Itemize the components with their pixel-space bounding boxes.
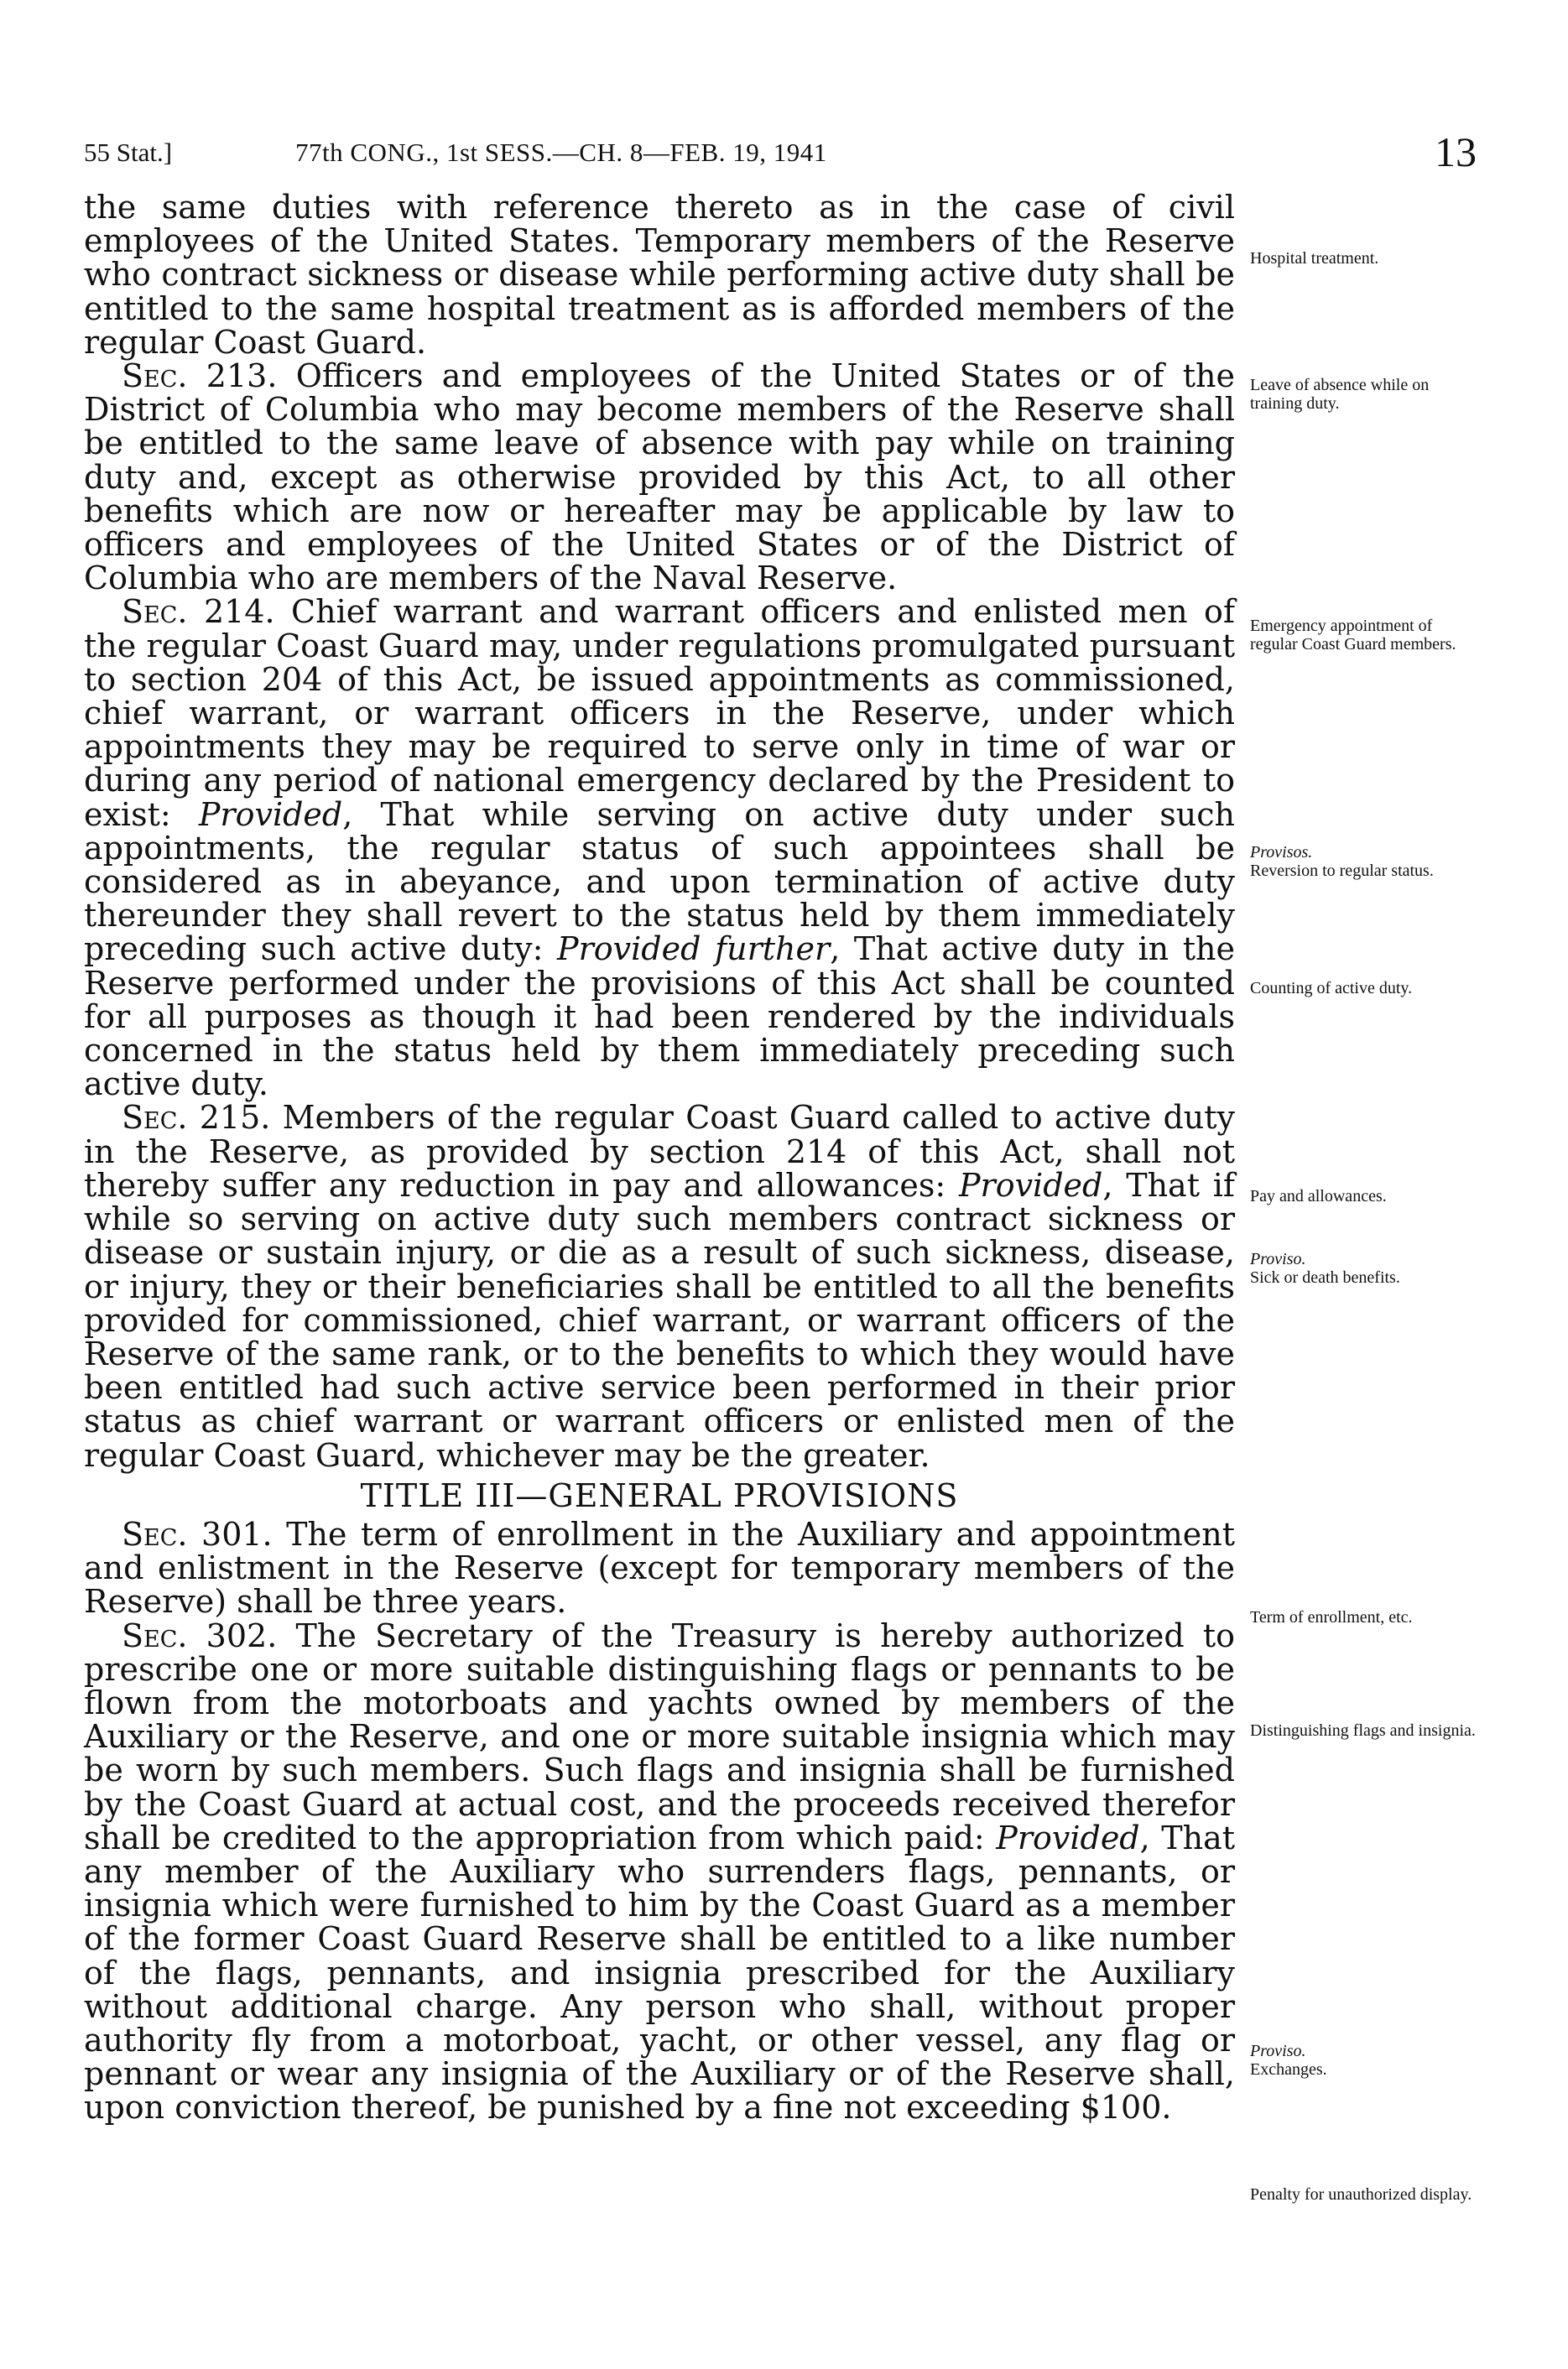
paragraph-continuation: the same duties with reference thereto as in the case of civil employees of the United States. Temporary members of the Reserve who contract sickness or disease while performing active duty shall be entitled to the same hospital treatment as is afforded members of the regular Coast Guard. bbox=[84, 189, 1235, 361]
margin-note-term: Term of enrollment, etc. bbox=[1250, 1608, 1413, 1627]
section-label: Sec. 214. bbox=[122, 593, 275, 631]
margin-note-heading: Proviso. bbox=[1250, 1250, 1306, 1268]
margin-note-pay: Pay and allowances. bbox=[1250, 1187, 1387, 1205]
margin-note-proviso-exchanges bbox=[1250, 2042, 1481, 2079]
statute-volume: 55 Stat.] bbox=[84, 138, 173, 167]
margin-note-heading: Provisos. bbox=[1250, 843, 1313, 862]
section-text: Members of the regular Coast Guard called to active duty in the Reserve, as provided by section 214 of this Act, shall not thereby suffer any reduction in pay and allowances: bbox=[84, 1099, 1236, 1204]
title-heading: TITLE III—GENERAL PROVISIONS bbox=[360, 1476, 959, 1514]
margin-note-flags: Distinguishing flags and insignia. bbox=[1250, 1721, 1476, 1740]
margin-note-heading: Proviso. bbox=[1250, 2042, 1306, 2060]
section-text: , That if while so serving on active duty such members contract sickness or disease or sustain injury, or die as a result of such sickness, disease, or injury, they or their beneficiaries shall be entitled to all the benefits provided for commissioned, chief warrant, or warrant officers of the Reserve of the same rank, or to the benefits to which they would have been entitled had such active service been performed in their prior status as chief warrant or warrant officers or enlisted men of the regular Coast Guard, whichever may be the greater. bbox=[84, 1166, 1235, 1474]
margin-note-proviso-sick bbox=[1250, 1250, 1481, 1287]
section-text: , That active duty in the Reserve performed under the provisions of this Act shall be counted for all purposes as though it had been rendered by the individuals concerned in the status held by them immediately preceding such active duty. bbox=[84, 930, 1236, 1103]
section-text: The term of enrollment in the Auxiliary and appointment and enlistment in the Reserve (except for temporary members of the Reserve) shall be three years. bbox=[84, 1515, 1235, 1621]
proviso-word: Provided bbox=[198, 795, 343, 833]
section-301 bbox=[84, 1515, 1235, 1621]
proviso-word: Provided bbox=[958, 1166, 1103, 1204]
section-text: , That any member of the Auxiliary who surrenders flags, pennants, or insignia which were furnished to him by the Coast Guard as a member of the former Coast Guard Reserve shall be entitled to a like number of the flags, pennants, and insignia prescribed for the Auxiliary without additional charge. Any person who shall, without proper authority fly from a motorboat, yacht, or other vessel, any flag or pennant or wear any insignia of the Auxiliary or of the Reserve shall, upon conviction thereof, be punished by a fine not exceeding $100. bbox=[84, 1819, 1236, 2127]
proviso-word: Provided bbox=[996, 1819, 1140, 1856]
section-label: Sec. 213. bbox=[122, 357, 278, 395]
section-text: Officers and employees of the United States or of the District of Columbia who may become members of the Reserve shall be entitled to the same leave of absence with pay while on training duty and, except as otherwise provided by this Act, to all other benefits which are now or hereafter may be applicable by law to officers and employees of the United States or of the District of Columbia who are members of the Naval Reserve. bbox=[84, 357, 1236, 597]
section-214 bbox=[84, 595, 1235, 1101]
margin-note-counting: Counting of active duty. bbox=[1250, 979, 1413, 997]
section-302 bbox=[84, 1619, 1235, 2125]
section-text: Chief warrant and warrant officers and enlisted men of the regular Coast Guard may, under regulations promulgated pursuant to section 204 of this Act, be issued appointments as commissioned, chief warrant, or warrant officers in the Reserve, under which appointments they may be required to serve only in time of war or during any period of national emergency declared by the President to exist: bbox=[84, 593, 1236, 833]
margin-note-emergency: Emergency appointment of regular Coast Guard members. bbox=[1250, 617, 1456, 653]
section-text: The Secretary of the Treasury is hereby authorized to prescribe one or more suitable distinguishing flags or pennants to be flown from the motorboats and yachts owned by members of the Auxiliary or the Reserve, and one or more suitable insignia which may be worn by such members. Such flags and insignia shall be furnished by the Coast Guard at actual cost, and the proceeds received therefor shall be credited to the appropriation from which paid: bbox=[84, 1617, 1235, 1856]
section-213 bbox=[84, 359, 1235, 595]
page-number: 13 bbox=[1435, 128, 1477, 175]
margin-note-sick: Sick or death benefits. bbox=[1250, 1268, 1400, 1287]
section-label: Sec. 302. bbox=[122, 1617, 278, 1654]
margin-note-leave: Leave of absence while on training duty. bbox=[1250, 376, 1430, 413]
margin-note-hospital: Hospital treatment. bbox=[1250, 249, 1379, 268]
session-chapter-date: 77th CONG., 1st SESS.—CH. 8—FEB. 19, 1941 bbox=[295, 138, 827, 167]
section-label: Sec. 301. bbox=[122, 1515, 273, 1553]
section-215 bbox=[84, 1099, 1236, 1474]
margin-note-penalty: Penalty for unauthorized display. bbox=[1250, 2185, 1472, 2204]
margin-note-reversion: Reversion to regular status. bbox=[1250, 862, 1434, 880]
margin-note-exchanges: Exchanges. bbox=[1250, 2060, 1327, 2079]
section-label: Sec. 215. bbox=[122, 1099, 271, 1137]
main-text bbox=[84, 190, 1235, 2125]
running-header bbox=[84, 128, 1477, 180]
proviso-word: Provided further bbox=[557, 930, 831, 968]
margin-note-provisos bbox=[1250, 843, 1481, 880]
section-text: , That while serving on active duty under such appointments, the regular status of such appointees shall be considered as in abeyance, and upon termination of active duty thereunder they shall revert to the status held by them immediately preceding such active duty: bbox=[84, 795, 1235, 968]
